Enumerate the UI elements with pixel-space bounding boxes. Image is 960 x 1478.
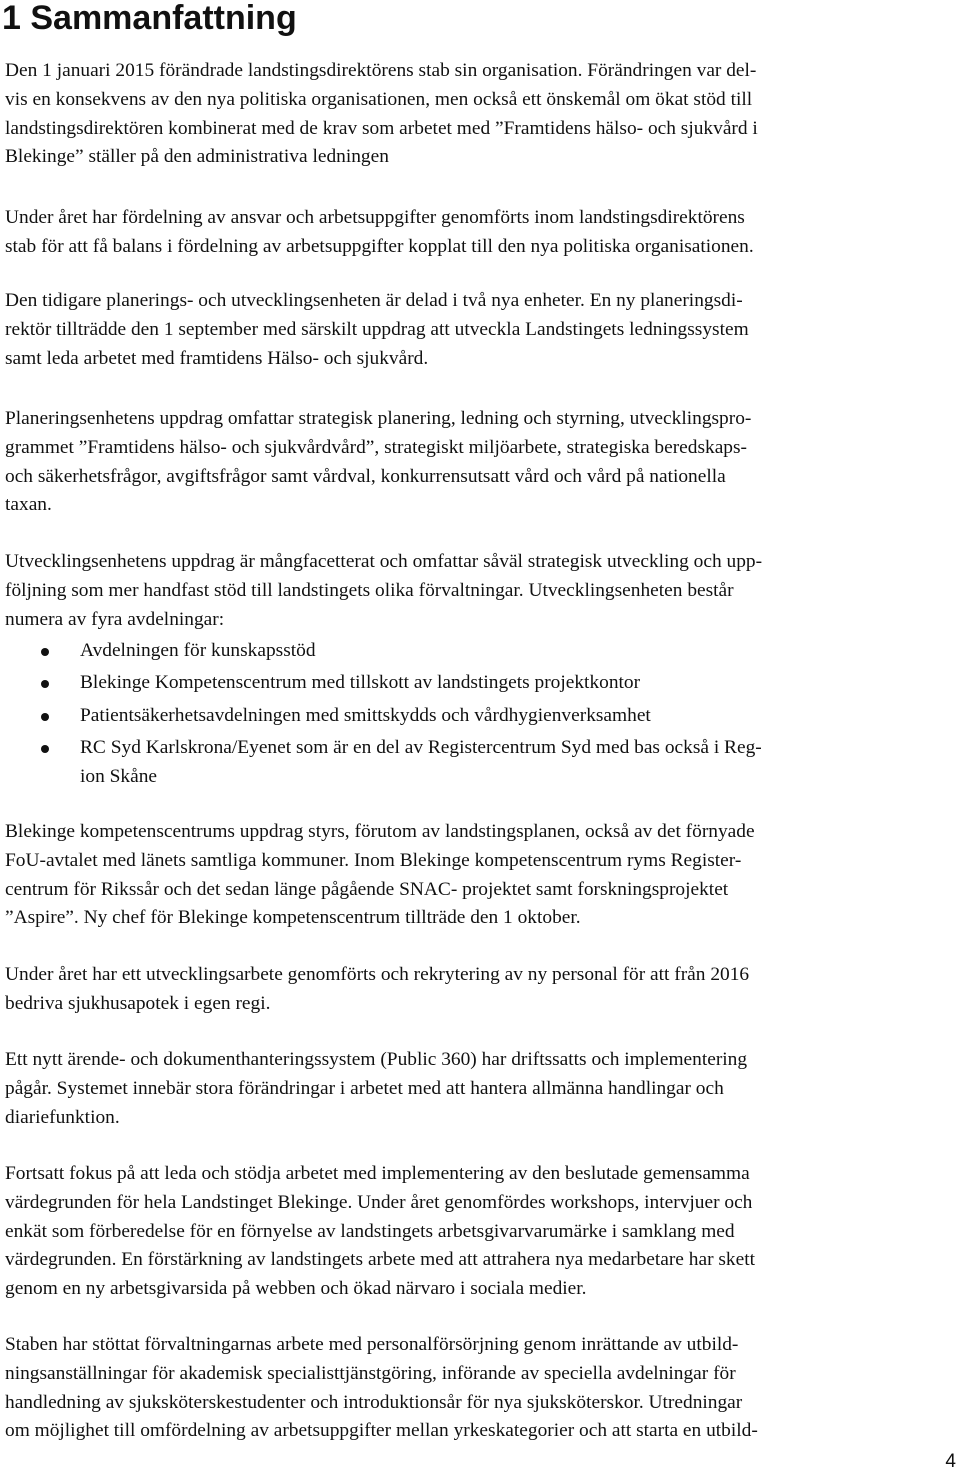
text-line: Staben har stöttat förvaltningarnas arbete med personalförsörjning genom inrättande av utbild- — [5, 1334, 739, 1355]
text-line: pågår. Systemet innebär stora förändringar i arbetet med att hantera allmänna handlingar och — [5, 1077, 724, 1099]
paragraph-reorganisation — [5, 57, 955, 172]
text-line: Fortsatt fokus på att leda och stödja arbetet med implementering av den beslutade gemensamma — [5, 1163, 750, 1184]
list-item — [5, 702, 955, 731]
list-item — [5, 734, 955, 792]
list-item-text: Blekinge Kompetenscentrum med tillskott av landstingets projektkontor — [80, 672, 641, 694]
text-line: Under året har fördelning av ansvar och arbetsuppgifter genomförts inom landstingsdirektörens — [5, 207, 745, 228]
paragraph-staffing — [5, 1331, 955, 1446]
text-line: numera av fyra avdelningar: — [5, 608, 225, 630]
text-line: bedriva sjukhusapotek i egen regi. — [5, 992, 271, 1014]
paragraph-document-system — [5, 1046, 955, 1132]
paragraph-values — [5, 1160, 955, 1304]
text-line: landstingsdirektören kombinerat med de krav som arbetet med ”Framtidens hälso- och sjukvård i — [5, 117, 758, 139]
paragraph-planning-unit-split — [5, 287, 955, 373]
text-line: rektör tillträdde den 1 september med särskilt uppdrag att utveckla Landstingets ledningssystem — [5, 318, 749, 340]
text-line: handledning av sjuksköterskestudenter och introduktionsår för nya sjuksköterskor. Utredningar — [5, 1391, 743, 1413]
text-line: Den 1 januari 2015 förändrade landstingsdirektörens stab sin organisation. Förändringen var del- — [5, 60, 757, 81]
text-line: Under året har ett utvecklingsarbete genomförts och rekrytering av ny personal för att från 2016 — [5, 964, 750, 985]
text-line: och säkerhetsfrågor, avgiftsfrågor samt vårdval, konkurrensutsatt vård och vård på nationella — [5, 465, 726, 487]
paragraph-hospital-pharmacy — [5, 961, 955, 1019]
text-line: Planeringsenhetens uppdrag omfattar strategisk planering, ledning och styrning, utvecklingspro- — [5, 408, 752, 429]
text-line: taxan. — [5, 494, 52, 516]
text-line: ”Aspire”. Ny chef för Blekinge kompetenscentrum tillträde den 1 oktober. — [5, 907, 581, 929]
section-heading: 1 Sammanfattning — [2, 0, 297, 37]
paragraph-planning-unit-mission — [5, 405, 955, 520]
bullet-icon — [41, 713, 49, 721]
text-line: Utvecklingsenhetens uppdrag är mångfacetterat och omfattar såväl strategisk utveckling och upp- — [5, 551, 763, 572]
text-line: FoU-avtalet med länets samtliga kommuner. Inom Blekinge kompetenscentrum ryms Register- — [5, 849, 742, 871]
text-line: följning som mer handfast stöd till landstingets olika förvaltningar. Utvecklingsenheten består — [5, 579, 734, 601]
text-line: enkät som förberedelse för en förnyelse av landstingets arbetsgivarvarumärke i samklang med — [5, 1220, 735, 1242]
paragraph-responsibilities — [5, 204, 955, 262]
list-item-text: ion Skåne — [80, 765, 158, 787]
page-number: 4 — [945, 1451, 956, 1472]
text-line: om möjlighet till omfördelning av arbetsuppgifter mellan yrkeskategorier och att starta en utbild- — [5, 1420, 758, 1442]
text-line: Ett nytt ärende- och dokumenthanteringssystem (Public 360) har driftssatts och implementering — [5, 1049, 748, 1070]
department-list — [5, 637, 955, 795]
list-item-text: Avdelningen för kunskapsstöd — [80, 640, 316, 661]
text-line: Blekinge” ställer på den administrativa ledningen — [5, 146, 389, 168]
list-item — [5, 637, 955, 666]
text-line: Blekinge kompetenscentrums uppdrag styrs, förutom av landstingsplanen, också av det förnyade — [5, 821, 755, 842]
text-line: värdegrunden för hela Landstinget Blekinge. Under året genomfördes workshops, intervjuer och — [5, 1191, 753, 1213]
text-line: centrum för Rikssår och det sedan länge pågående SNAC- projektet samt forskningsprojektet — [5, 878, 729, 900]
text-line: värdegrunden. En förstärkning av landstingets arbete med att attrahera nya medarbetare har skett — [5, 1249, 755, 1271]
list-item-text: RC Syd Karlskrona/Eyenet som är en del av Registercentrum Syd med bas också i Reg- — [80, 736, 762, 758]
text-line: stab för att få balans i fördelning av arbetsuppgifter kopplat till den nya politiska organisationen. — [5, 235, 754, 257]
bullet-icon — [41, 648, 49, 656]
text-line: Den tidigare planerings- och utvecklingsenheten är delad i två nya enheter. En ny planeringsdi- — [5, 290, 743, 311]
text-line: genom en ny arbetsgivarsida på webben och ökad närvaro i sociala medier. — [5, 1278, 587, 1300]
text-line: diariefunktion. — [5, 1106, 120, 1128]
text-line: grammet ”Framtidens hälso- och sjukvårdvård”, strategiskt miljöarbete, strategiska beredskaps- — [5, 436, 748, 458]
text-line: ningsanställningar för akademisk specialisttjänstgöring, införande av speciella avdelningar för — [5, 1362, 736, 1384]
paragraph-development-unit — [5, 548, 955, 634]
text-line: samt leda arbetet med framtidens Hälso- och sjukvård. — [5, 347, 429, 369]
list-item — [5, 669, 955, 698]
text-line: vis en konsekvens av den nya politiska organisationen, men också ett önskemål om ökat stöd till — [5, 88, 753, 110]
paragraph-competence-centre — [5, 818, 955, 933]
bullet-icon — [41, 680, 49, 688]
bullet-icon — [41, 745, 49, 753]
list-item-text: Patientsäkerhetsavdelningen med smittskydds och vårdhygienverksamhet — [80, 704, 651, 726]
